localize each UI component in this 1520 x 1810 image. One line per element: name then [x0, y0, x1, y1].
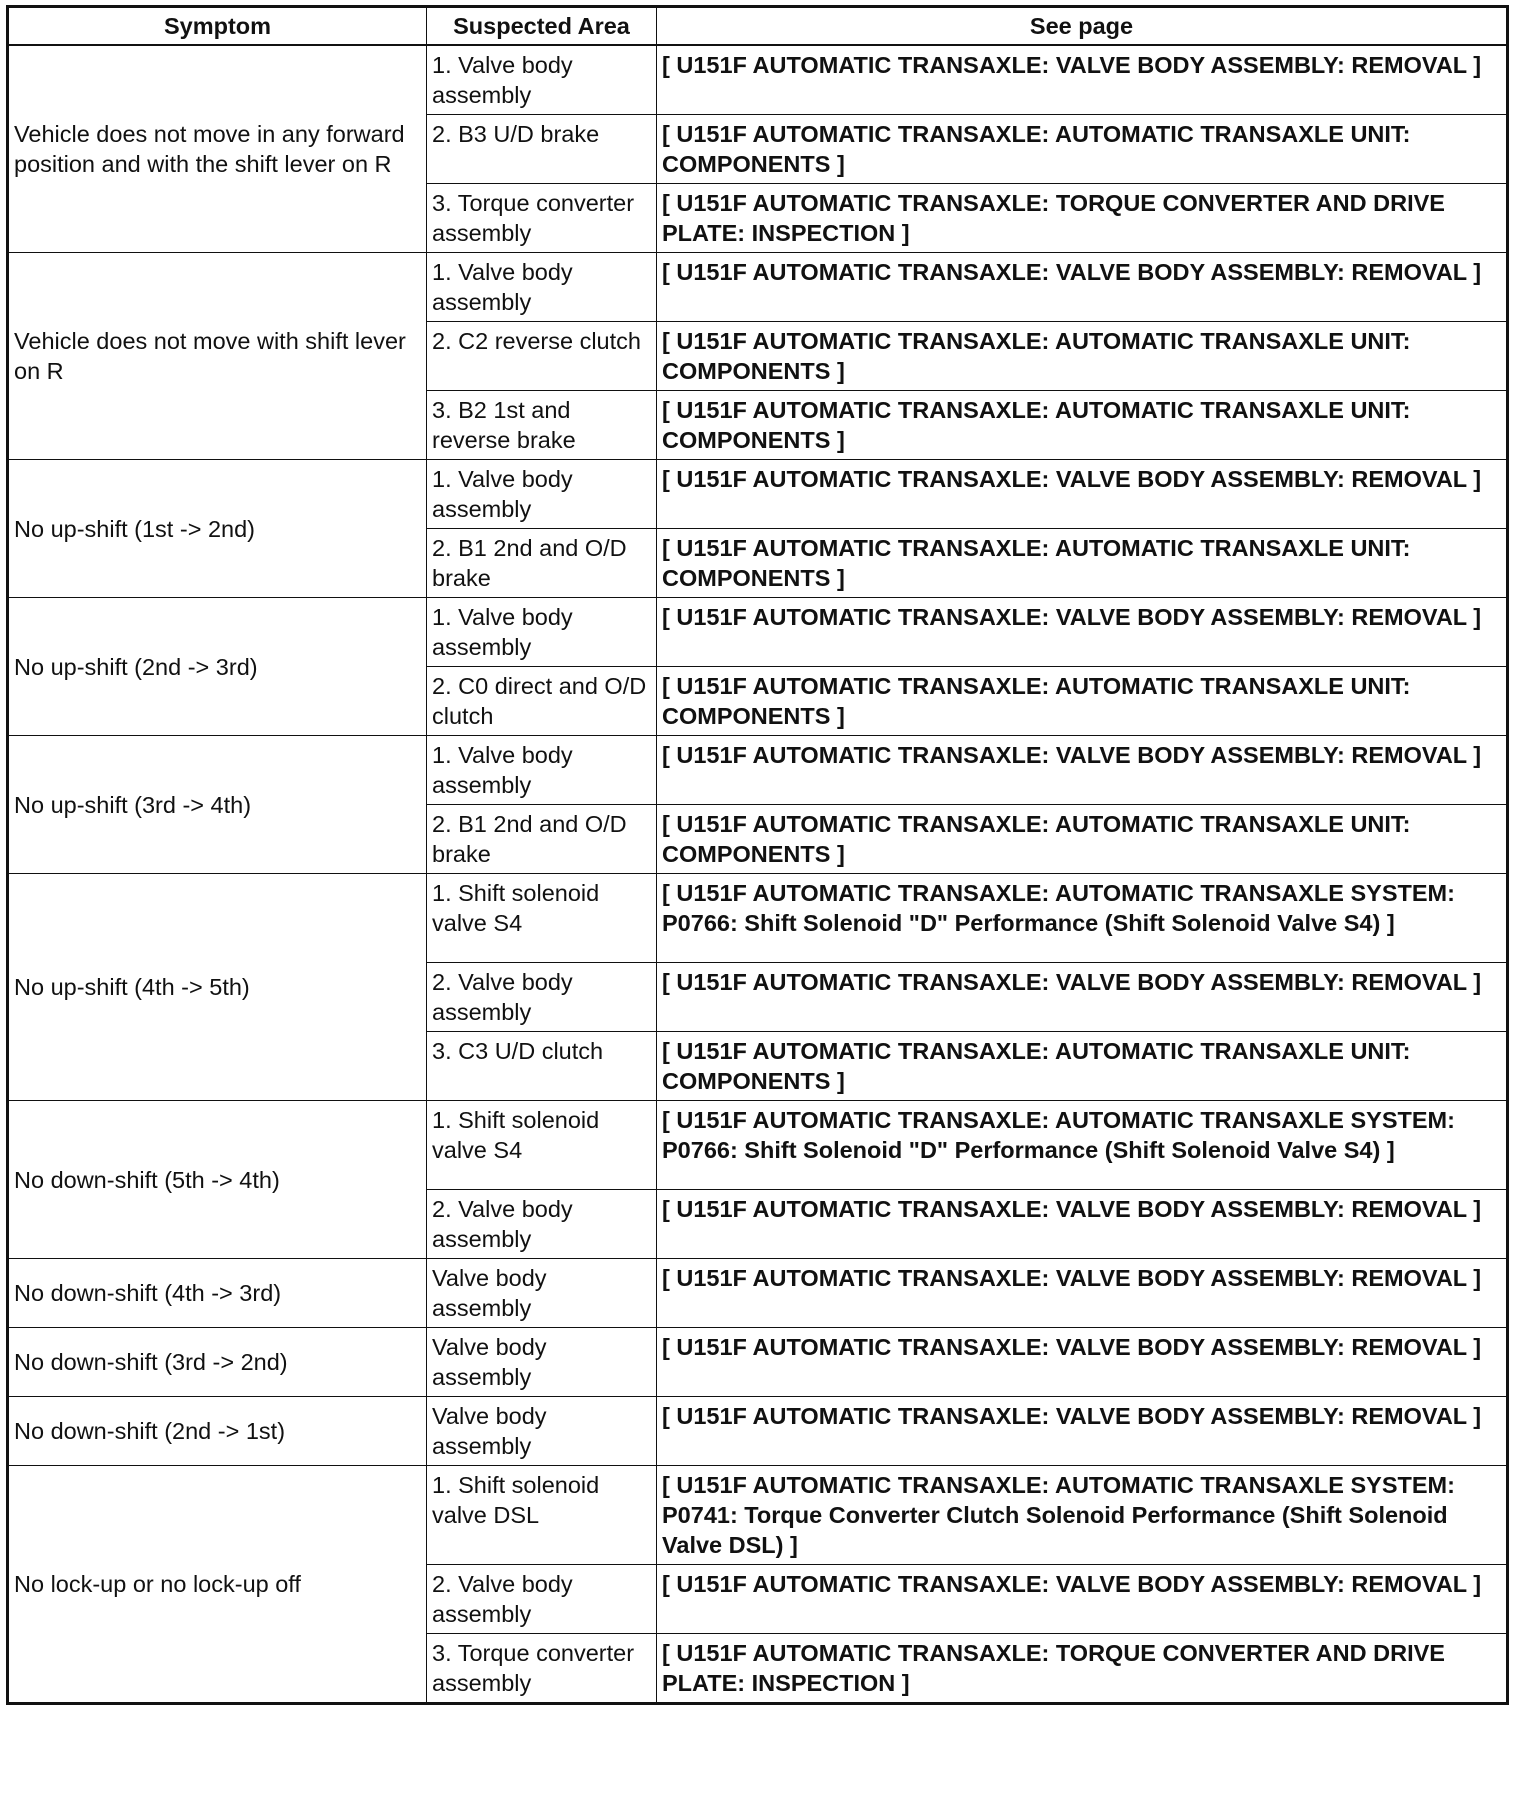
symptom-cell: No up-shift (4th -> 5th)	[8, 874, 427, 1101]
table-row	[8, 1397, 1508, 1466]
symptom-cell: Vehicle does not move in any forward position and with the shift lever on R	[8, 45, 427, 253]
see-page-link[interactable]: [ U151F AUTOMATIC TRANSAXLE: AUTOMATIC TRANSAXLE SYSTEM: P0766: Shift Solenoid "D" Performance (Shift Solenoid Valve S4) ]	[657, 874, 1508, 963]
see-page-link[interactable]: [ U151F AUTOMATIC TRANSAXLE: AUTOMATIC TRANSAXLE SYSTEM: P0766: Shift Solenoid "D" Performance (Shift Solenoid Valve S4) ]	[657, 1101, 1508, 1190]
suspected-area-cell: 2. Valve body assembly	[427, 1190, 657, 1259]
see-page-link[interactable]: [ U151F AUTOMATIC TRANSAXLE: AUTOMATIC TRANSAXLE SYSTEM: P0741: Torque Converter Clutch Solenoid Performance (Shift Solenoid Valve DSL) ]	[657, 1466, 1508, 1565]
see-page-link[interactable]: [ U151F AUTOMATIC TRANSAXLE: VALVE BODY ASSEMBLY: REMOVAL ]	[657, 253, 1508, 322]
see-page-link[interactable]: [ U151F AUTOMATIC TRANSAXLE: AUTOMATIC TRANSAXLE UNIT: COMPONENTS ]	[657, 529, 1508, 598]
suspected-area-cell: 3. C3 U/D clutch	[427, 1032, 657, 1101]
header-see-page: See page	[657, 7, 1508, 46]
table-row	[8, 460, 1508, 529]
suspected-area-cell: 2. B1 2nd and O/D brake	[427, 805, 657, 874]
table-row	[8, 253, 1508, 322]
see-page-link[interactable]: [ U151F AUTOMATIC TRANSAXLE: AUTOMATIC TRANSAXLE UNIT: COMPONENTS ]	[657, 1032, 1508, 1101]
suspected-area-cell: 1. Valve body assembly	[427, 460, 657, 529]
see-page-link[interactable]: [ U151F AUTOMATIC TRANSAXLE: VALVE BODY ASSEMBLY: REMOVAL ]	[657, 1397, 1508, 1466]
symptom-cell: No down-shift (4th -> 3rd)	[8, 1259, 427, 1328]
table-row	[8, 1259, 1508, 1328]
suspected-area-cell: Valve body assembly	[427, 1397, 657, 1466]
header-row	[8, 7, 1508, 46]
table-body	[8, 45, 1508, 1704]
see-page-link[interactable]: [ U151F AUTOMATIC TRANSAXLE: AUTOMATIC TRANSAXLE UNIT: COMPONENTS ]	[657, 322, 1508, 391]
table-row	[8, 598, 1508, 667]
symptom-cell: No down-shift (2nd -> 1st)	[8, 1397, 427, 1466]
see-page-link[interactable]: [ U151F AUTOMATIC TRANSAXLE: VALVE BODY ASSEMBLY: REMOVAL ]	[657, 1259, 1508, 1328]
see-page-link[interactable]: [ U151F AUTOMATIC TRANSAXLE: TORQUE CONVERTER AND DRIVE PLATE: INSPECTION ]	[657, 184, 1508, 253]
suspected-area-cell: 3. Torque converter assembly	[427, 184, 657, 253]
symptom-cell: Vehicle does not move with shift lever on R	[8, 253, 427, 460]
table-row	[8, 1466, 1508, 1565]
header-suspected-area: Suspected Area	[427, 7, 657, 46]
see-page-link[interactable]: [ U151F AUTOMATIC TRANSAXLE: AUTOMATIC TRANSAXLE UNIT: COMPONENTS ]	[657, 115, 1508, 184]
suspected-area-cell: 2. C0 direct and O/D clutch	[427, 667, 657, 736]
suspected-area-cell: 2. C2 reverse clutch	[427, 322, 657, 391]
see-page-link[interactable]: [ U151F AUTOMATIC TRANSAXLE: AUTOMATIC TRANSAXLE UNIT: COMPONENTS ]	[657, 391, 1508, 460]
symptom-cell: No up-shift (2nd -> 3rd)	[8, 598, 427, 736]
symptom-table	[6, 5, 1509, 1705]
suspected-area-cell: 3. Torque converter assembly	[427, 1634, 657, 1704]
suspected-area-cell: 1. Valve body assembly	[427, 736, 657, 805]
suspected-area-cell: 1. Shift solenoid valve S4	[427, 874, 657, 963]
symptom-cell: No lock-up or no lock-up off	[8, 1466, 427, 1704]
see-page-link[interactable]: [ U151F AUTOMATIC TRANSAXLE: VALVE BODY ASSEMBLY: REMOVAL ]	[657, 1328, 1508, 1397]
symptom-cell: No up-shift (3rd -> 4th)	[8, 736, 427, 874]
suspected-area-cell: 1. Valve body assembly	[427, 45, 657, 115]
suspected-area-cell: 2. Valve body assembly	[427, 1565, 657, 1634]
symptom-cell: No down-shift (3rd -> 2nd)	[8, 1328, 427, 1397]
see-page-link[interactable]: [ U151F AUTOMATIC TRANSAXLE: VALVE BODY ASSEMBLY: REMOVAL ]	[657, 460, 1508, 529]
suspected-area-cell: 2. Valve body assembly	[427, 963, 657, 1032]
suspected-area-cell: 1. Valve body assembly	[427, 253, 657, 322]
suspected-area-cell: Valve body assembly	[427, 1328, 657, 1397]
suspected-area-cell: 2. B3 U/D brake	[427, 115, 657, 184]
see-page-link[interactable]: [ U151F AUTOMATIC TRANSAXLE: TORQUE CONVERTER AND DRIVE PLATE: INSPECTION ]	[657, 1634, 1508, 1704]
suspected-area-cell: 3. B2 1st and reverse brake	[427, 391, 657, 460]
suspected-area-cell: Valve body assembly	[427, 1259, 657, 1328]
table-row	[8, 1328, 1508, 1397]
table-row	[8, 736, 1508, 805]
see-page-link[interactable]: [ U151F AUTOMATIC TRANSAXLE: VALVE BODY ASSEMBLY: REMOVAL ]	[657, 1190, 1508, 1259]
table-row	[8, 45, 1508, 115]
table-row	[8, 874, 1508, 963]
symptom-cell: No up-shift (1st -> 2nd)	[8, 460, 427, 598]
see-page-link[interactable]: [ U151F AUTOMATIC TRANSAXLE: AUTOMATIC TRANSAXLE UNIT: COMPONENTS ]	[657, 805, 1508, 874]
suspected-area-cell: 1. Shift solenoid valve S4	[427, 1101, 657, 1190]
see-page-link[interactable]: [ U151F AUTOMATIC TRANSAXLE: VALVE BODY ASSEMBLY: REMOVAL ]	[657, 45, 1508, 115]
see-page-link[interactable]: [ U151F AUTOMATIC TRANSAXLE: AUTOMATIC TRANSAXLE UNIT: COMPONENTS ]	[657, 667, 1508, 736]
header-symptom: Symptom	[8, 7, 427, 46]
suspected-area-cell: 2. B1 2nd and O/D brake	[427, 529, 657, 598]
see-page-link[interactable]: [ U151F AUTOMATIC TRANSAXLE: VALVE BODY ASSEMBLY: REMOVAL ]	[657, 1565, 1508, 1634]
suspected-area-cell: 1. Shift solenoid valve DSL	[427, 1466, 657, 1565]
see-page-link[interactable]: [ U151F AUTOMATIC TRANSAXLE: VALVE BODY ASSEMBLY: REMOVAL ]	[657, 598, 1508, 667]
see-page-link[interactable]: [ U151F AUTOMATIC TRANSAXLE: VALVE BODY ASSEMBLY: REMOVAL ]	[657, 963, 1508, 1032]
see-page-link[interactable]: [ U151F AUTOMATIC TRANSAXLE: VALVE BODY ASSEMBLY: REMOVAL ]	[657, 736, 1508, 805]
suspected-area-cell: 1. Valve body assembly	[427, 598, 657, 667]
symptom-cell: No down-shift (5th -> 4th)	[8, 1101, 427, 1259]
table-row	[8, 1101, 1508, 1190]
